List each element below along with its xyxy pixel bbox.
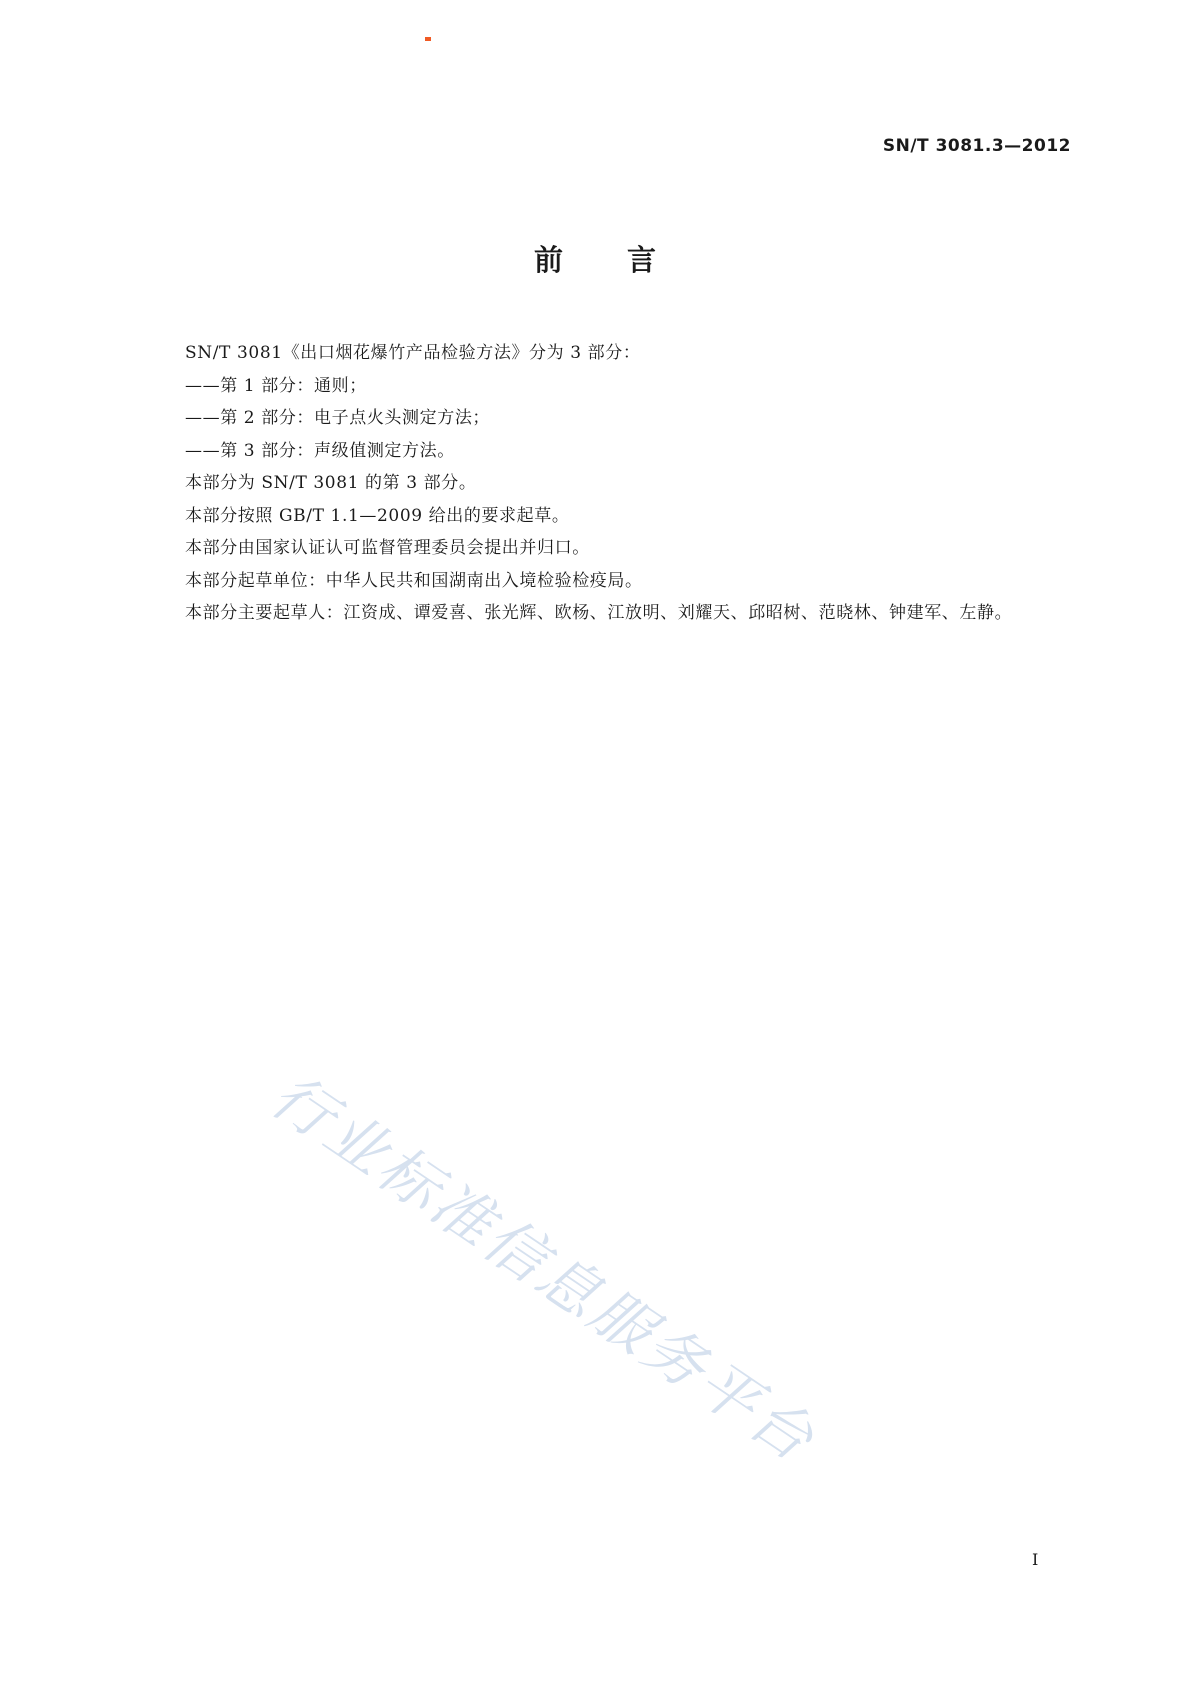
paragraph-part-3: ——第 3 部分：声级值测定方法。 — [185, 440, 455, 461]
paragraph-drafting-unit: 本部分起草单位：中华人民共和国湖南出入境检验检疫局。 — [185, 570, 643, 591]
watermark: 行业标准信息服务平台 — [258, 1060, 829, 1477]
standard-code: SN/T 3081.3—2012 — [882, 136, 1071, 156]
paragraph-proposer: 本部分由国家认证认可监督管理委员会提出并归口。 — [185, 538, 590, 558]
page-number: I — [1032, 1550, 1039, 1569]
paragraph-part-2: ——第 2 部分：电子点火头测定方法； — [185, 408, 491, 428]
orange-mark — [425, 37, 431, 41]
paragraph-part-1: ——第 1 部分：通则； — [185, 375, 367, 396]
paragraph-drafting-rules: 本部分按照 GB/T 1.1—2009 给出的要求起草。 — [185, 505, 570, 526]
paragraph-parts-intro: SN/T 3081《出口烟花爆竹产品检验方法》分为 3 部分： — [185, 343, 641, 363]
paragraph-this-part: 本部分为 SN/T 3081 的第 3 部分。 — [185, 473, 477, 493]
page-title: 前言 — [533, 243, 720, 277]
preface-body — [185, 337, 1065, 630]
paragraph-drafters: 本部分主要起草人：江资成、谭爱喜、张光辉、欧杨、江放明、刘耀天、邱昭树、范晓林、钟建军、左静。 — [185, 603, 1013, 623]
